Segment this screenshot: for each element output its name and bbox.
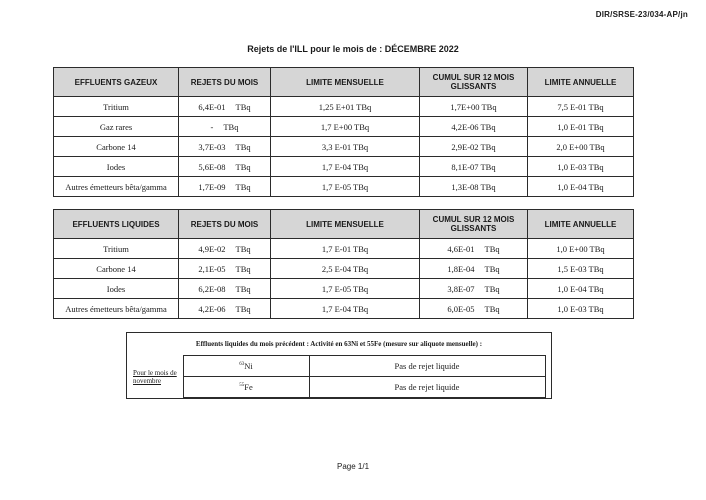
- table-row: [54, 279, 634, 299]
- rolling-cumulative: 3,8E-07 TBq: [420, 279, 528, 299]
- activity-value: Pas de rejet liquide: [309, 356, 545, 377]
- table-row: [54, 97, 634, 117]
- rolling-cumulative: 4,6E-01 TBq: [420, 239, 528, 259]
- annual-limit: 1,0 E-03 TBq: [528, 157, 634, 177]
- column-header: LIMITE MENSUELLE: [271, 68, 420, 97]
- monthly-limit: 1,7 E-01 TBq: [271, 239, 420, 259]
- table-row: [54, 299, 634, 319]
- annual-limit: 1,0 E+00 TBq: [528, 239, 634, 259]
- page-title: Rejets de l'ILL pour le mois de : DÉCEMBRE 2022: [247, 44, 459, 54]
- column-header: REJETS DU MOIS: [179, 210, 271, 239]
- table-row: [54, 137, 634, 157]
- table-row: [131, 356, 545, 377]
- column-header: EFFLUENTS LIQUIDES: [54, 210, 179, 239]
- rolling-cumulative: 1,8E-04 TBq: [420, 259, 528, 279]
- monthly-limit: 1,7 E-04 TBq: [271, 157, 420, 177]
- monthly-limit: 2,5 E-04 TBq: [271, 259, 420, 279]
- monthly-release: 5,6E-08 TBq: [179, 157, 271, 177]
- rolling-cumulative: 8,1E-07 TBq: [420, 157, 528, 177]
- annual-limit: 1,0 E-04 TBq: [528, 177, 634, 197]
- table-header-row: [54, 210, 634, 239]
- table-row: [54, 239, 634, 259]
- column-header: LIMITE ANNUELLE: [528, 210, 634, 239]
- activity-table: [131, 355, 546, 398]
- monthly-release: 3,7E-03 TBq: [179, 137, 271, 157]
- monthly-release: 1,7E-09 TBq: [179, 177, 271, 197]
- period-label: Pour le mois de novembre: [131, 356, 183, 398]
- monthly-release: 4,9E-02 TBq: [179, 239, 271, 259]
- monthly-limit: 3,3 E-01 TBq: [271, 137, 420, 157]
- monthly-limit: 1,7 E-05 TBq: [271, 279, 420, 299]
- isotope-cell: $^{55}$Fe: [183, 377, 309, 398]
- previous-month-activity-box: [126, 332, 552, 399]
- page-number: Page 1/1: [336, 462, 370, 471]
- column-header: CUMUL SUR 12 MOIS GLISSANTS: [420, 68, 528, 97]
- effluent-name: Carbone 14: [54, 137, 179, 157]
- rolling-cumulative: 1,3E-08 TBq: [420, 177, 528, 197]
- effluent-name: Iodes: [54, 157, 179, 177]
- effluent-name: Tritium: [54, 239, 179, 259]
- monthly-release: 6,2E-08 TBq: [179, 279, 271, 299]
- document-reference: DIR/SRSE-23/034-AP/jn: [595, 10, 688, 19]
- table-row: [54, 177, 634, 197]
- annual-limit: 1,0 E-03 TBq: [528, 299, 634, 319]
- monthly-release: 4,2E-06 TBq: [179, 299, 271, 319]
- column-header: CUMUL SUR 12 MOIS GLISSANTS: [420, 210, 528, 239]
- rolling-cumulative: 1,7E+00 TBq: [420, 97, 528, 117]
- liquid-effluents-table: [53, 209, 634, 319]
- annual-limit: 2,0 E+00 TBq: [528, 137, 634, 157]
- monthly-limit: 1,7 E-05 TBq: [271, 177, 420, 197]
- table-row: [54, 259, 634, 279]
- effluent-name: Gaz rares: [54, 117, 179, 137]
- gaseous-effluents-table: [53, 67, 634, 197]
- column-header: LIMITE MENSUELLE: [271, 210, 420, 239]
- effluent-name: Autres émetteurs bêta/gamma: [54, 177, 179, 197]
- table-header-row: [54, 68, 634, 97]
- rolling-cumulative: 6,0E-05 TBq: [420, 299, 528, 319]
- column-header: REJETS DU MOIS: [179, 68, 271, 97]
- column-header: LIMITE ANNUELLE: [528, 68, 634, 97]
- monthly-release: 2,1E-05 TBq: [179, 259, 271, 279]
- monthly-release: - TBq: [179, 117, 271, 137]
- annual-limit: 1,0 E-01 TBq: [528, 117, 634, 137]
- annual-limit: 1,5 E-03 TBq: [528, 259, 634, 279]
- monthly-release: 6,4E-01 TBq: [179, 97, 271, 117]
- monthly-limit: 1,7 E-04 TBq: [271, 299, 420, 319]
- column-header: EFFLUENTS GAZEUX: [54, 68, 179, 97]
- annual-limit: 7,5 E-01 TBq: [528, 97, 634, 117]
- rolling-cumulative: 4,2E-06 TBq: [420, 117, 528, 137]
- table-row: [54, 117, 634, 137]
- table-row: [131, 377, 545, 398]
- effluent-name: Carbone 14: [54, 259, 179, 279]
- activity-value: Pas de rejet liquide: [309, 377, 545, 398]
- effluent-name: Autres émetteurs bêta/gamma: [54, 299, 179, 319]
- activity-box-title: Effluents liquides du mois précédent : Activité en 63Ni et 55Fe (mesure sur aliquote mensuelle) :: [195, 340, 483, 348]
- monthly-limit: 1,7 E+00 TBq: [271, 117, 420, 137]
- effluent-name: Iodes: [54, 279, 179, 299]
- table-row: [54, 157, 634, 177]
- annual-limit: 1,0 E-04 TBq: [528, 279, 634, 299]
- effluent-name: Tritium: [54, 97, 179, 117]
- rolling-cumulative: 2,9E-02 TBq: [420, 137, 528, 157]
- monthly-limit: 1,25 E+01 TBq: [271, 97, 420, 117]
- isotope-cell: $^{63}$Ni: [183, 356, 309, 377]
